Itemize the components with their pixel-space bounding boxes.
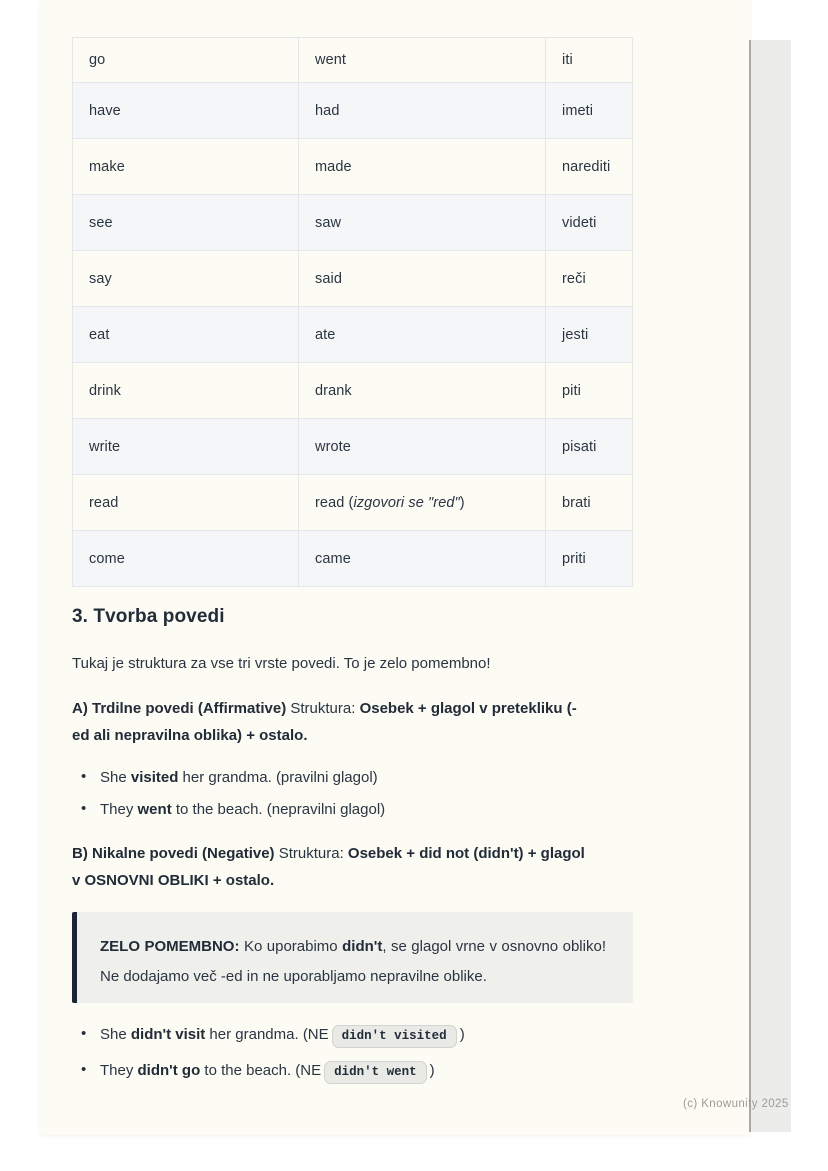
cell-past-tense	[299, 475, 546, 530]
text-segment: She	[100, 1026, 131, 1043]
cell-translation: reči	[562, 270, 586, 287]
text-segment: , se glagol vrne v osnovno obliko! Ne dodajamo več -ed in ne uporabljamo nepravilne oblike.	[100, 938, 606, 985]
affirmative-examples-list	[72, 768, 638, 832]
example-item	[72, 800, 638, 820]
inline-code: didn't went	[324, 1061, 427, 1084]
intro-paragraph: Tukaj je struktura za vse tri vrste povedi. To je zelo pomembno!	[72, 655, 491, 672]
table-row	[73, 38, 632, 83]
cell-past-tense	[299, 83, 546, 138]
text-segment: went	[315, 52, 347, 68]
text-segment: Osebek + glagol v pretekliku (-	[359, 700, 577, 717]
text-segment: A) Trdilne povedi (Affirmative)	[72, 700, 287, 717]
cell-translation: iti	[562, 52, 573, 68]
negative-examples-list	[72, 1022, 638, 1094]
table-row	[73, 139, 632, 195]
inline-code: didn't visited	[332, 1025, 457, 1048]
text-segment: didn't visit	[130, 1026, 206, 1043]
cell-translation: narediti	[562, 158, 611, 175]
text-segment: They	[100, 801, 138, 818]
cell-base-verb: see	[73, 195, 299, 250]
watermark: (c) Knowunity 2025	[683, 1098, 789, 1110]
cell-past-tense	[299, 307, 546, 362]
cell-base-verb: drink	[73, 363, 299, 418]
text-segment: visited	[130, 769, 179, 786]
text-segment: Struktura:	[274, 845, 348, 862]
cell-base-verb: make	[73, 139, 299, 194]
cell-translation: videti	[562, 214, 597, 231]
cell-translation: priti	[562, 550, 586, 567]
text-segment: saw	[315, 214, 342, 231]
text-segment: ate	[315, 326, 336, 343]
table-row	[73, 475, 632, 531]
negative-structure-paragraph	[72, 840, 638, 894]
cell-past-tense	[299, 139, 546, 194]
affirmative-structure-paragraph	[72, 695, 638, 749]
cell-past-tense	[299, 38, 546, 82]
text-segment: said	[315, 270, 342, 287]
cell-past-tense	[299, 195, 546, 250]
text-segment: They	[100, 1062, 138, 1079]
cell-past-tense	[299, 531, 546, 586]
text-segment: Ko uporabimo	[239, 938, 343, 955]
text-segment: her grandma. (pravilni glagol)	[178, 769, 378, 786]
text-segment: Osebek + did not (didn't) + glagol	[347, 845, 585, 862]
callout-text	[100, 932, 606, 992]
cell-translation: piti	[562, 382, 581, 399]
example-item	[72, 768, 638, 788]
table-row	[73, 307, 632, 363]
text-segment: read (	[315, 494, 354, 511]
document-page	[40, 0, 750, 1135]
cell-translation: imeti	[562, 102, 594, 119]
text-segment: to the beach. (nepravilni glagol)	[171, 801, 386, 818]
text-segment: She	[100, 769, 131, 786]
cell-base-verb: say	[73, 251, 299, 306]
text-segment: drank	[315, 382, 352, 399]
next-page-edge	[749, 40, 791, 1132]
text-segment: )	[429, 1062, 435, 1079]
example-item	[72, 1022, 638, 1049]
cell-base-verb: write	[73, 419, 299, 474]
text-segment: didn't go	[137, 1062, 201, 1079]
text-segment: wrote	[315, 438, 351, 455]
cell-past-tense	[299, 363, 546, 418]
text-segment: made	[315, 158, 352, 175]
cell-translation: brati	[562, 494, 591, 511]
table-row	[73, 419, 632, 475]
cell-base-verb: have	[73, 83, 299, 138]
section-heading: 3. Tvorba povedi	[72, 606, 225, 627]
text-segment: izgovori se "red"	[353, 494, 460, 511]
text-segment: her grandma. (NE	[205, 1026, 329, 1043]
text-segment: to the beach. (NE	[200, 1062, 322, 1079]
table-row	[73, 83, 632, 139]
cell-past-tense	[299, 251, 546, 306]
cell-base-verb: read	[73, 475, 299, 530]
text-segment: B) Nikalne povedi (Negative)	[72, 845, 275, 862]
irregular-verbs-table	[72, 37, 633, 587]
table-row	[73, 251, 632, 307]
important-callout	[72, 912, 633, 1003]
table-row	[73, 363, 632, 419]
text-segment: v OSNOVNI OBLIKI + ostalo.	[72, 872, 275, 889]
text-segment: Struktura:	[286, 700, 360, 717]
text-segment: didn't	[342, 938, 383, 955]
text-segment: had	[315, 102, 340, 119]
cell-base-verb: go	[73, 38, 299, 82]
text-segment: )	[459, 494, 465, 511]
example-item	[72, 1058, 638, 1085]
cell-translation: pisati	[562, 438, 597, 455]
cell-past-tense	[299, 419, 546, 474]
text-segment: ed ali nepravilna oblika) + ostalo.	[72, 727, 308, 744]
text-segment: came	[315, 550, 351, 567]
text-segment: ZELO POMEMBNO:	[100, 938, 240, 955]
text-segment: went	[137, 801, 172, 818]
text-segment: )	[459, 1026, 465, 1043]
cell-translation: jesti	[562, 326, 589, 343]
table-row	[73, 531, 632, 587]
cell-base-verb: eat	[73, 307, 299, 362]
table-row	[73, 195, 632, 251]
cell-base-verb: come	[73, 531, 299, 586]
